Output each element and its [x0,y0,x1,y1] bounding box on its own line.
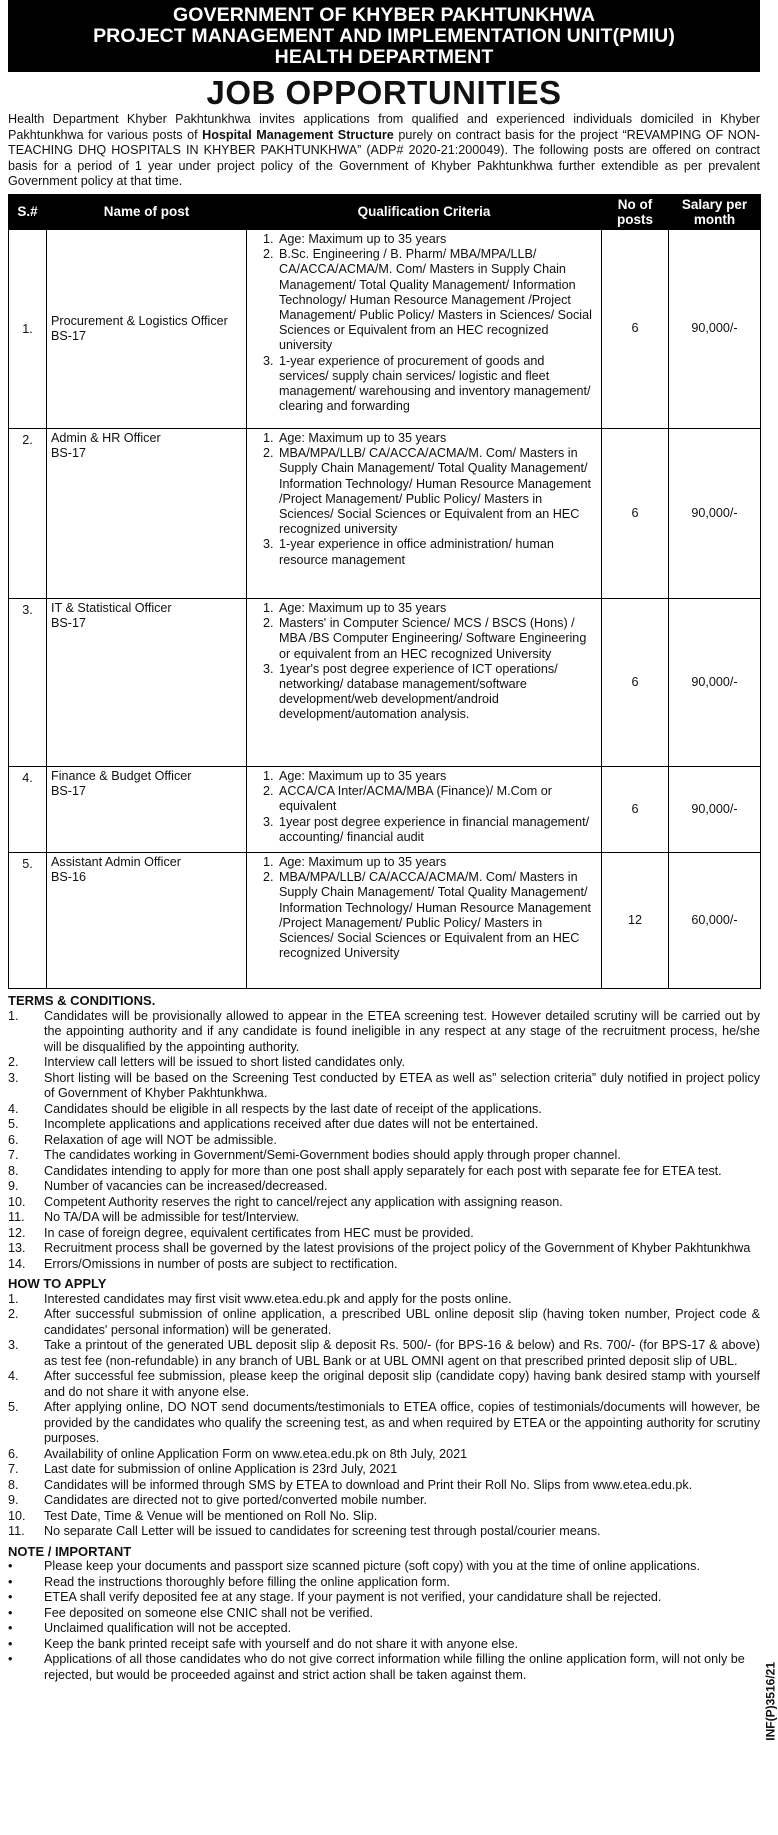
list-item: 11. No TA/DA will be admissible for test/Interview. [8,1210,300,1225]
reference-number: INF(P)3516/21 [764,1662,778,1741]
row-post-name [47,229,247,428]
row-post-name [47,766,247,852]
list-item: 1. Interested candidates may first visit www.etea.edu.pk and apply for the posts online. [8,1291,512,1306]
list-item: 4. After successful fee submission, please keep the original deposit slip (candidate copy) having bank desired stamp with yourself and do not share it with anyone else. [8,1369,760,1399]
list-item: 11. No separate Call Letter will be issued to candidates for screening test through postal/courier means. [8,1524,601,1539]
list-item: 3. Take a printout of the generated UBL deposit slip & deposit Rs. 500/- (for BPS-16 & below) and Rs. 700/- (for BPS-17 & above) as test fee (non-refundable) in any branch of UBL Bank or at UBL OMNI agent on that prescribed printed deposit slip of UBL. [8,1338,760,1368]
table-header-row [9,194,761,229]
list-item: 6. Relaxation of age will NOT be admissible. [8,1132,277,1147]
intro-bold: Hospital Management Structure [202,127,394,142]
row-qualification [247,428,602,598]
posts-table [8,194,761,989]
table-row [9,852,761,988]
row-post-name [47,852,247,988]
list-item: • Applications of all those candidates who do not give correct information while filling the online application form, will not only be rejected, but would be proceeded against and strict action shall be taken against them. [8,1652,745,1682]
row-posts: 6 [602,428,669,598]
header-line-department: HEALTH DEPARTMENT [274,46,494,68]
list-item: 3. Short listing will be based on the Screening Test conducted by ETEA as well as” selection criteria” duly notified in project policy of Government of Khyber Pakhtunkhwa. [8,1070,760,1101]
post-title: Finance & Budget Officer [51,768,192,783]
post-scale: BS-17 [51,328,87,343]
row-posts: 6 [602,229,669,428]
list-item: 10. Test Date, Time & Venue will be mentioned on Roll No. Slip. [8,1508,378,1523]
list-item: 4. Candidates should be eligible in all respects by the last date of receipt of the applications. [8,1101,542,1116]
table-row [9,428,761,598]
list-item: 1. Candidates will be provisionally allowed to appear in the ETEA screening test. However detailed scrutiny will be carried out by the appointing authority and if any candidate is found ineligible in any respect at any stage of the recruitment process, he/she will be disqualified by the appointing authority. [8,1008,760,1054]
row-sn: 2. [9,428,47,598]
qualification-item: 3. 1-year experience of procurement of goods and services/ supply chain services/ logistic and fleet management/ warehousing and inventory management/ clearing and forwarding [277,354,597,415]
col-header-salary: Salary per month [669,194,761,229]
qualification-item: 2. ACCA/CA Inter/ACMA/MBA (Finance)/ M.Com or equivalent [277,784,597,814]
qualification-item: 3. 1year post degree experience in financial management/ accounting/ financial audit [277,815,597,845]
list-item: • Keep the bank printed receipt safe with yourself and do not share it with anyone else. [8,1636,518,1651]
qualification-item: 2. B.Sc. Engineering / B. Pharm/ MBA/MPA/LLB/ CA/ACCA/ACMA/M. Com/ Masters in Supply Chain Management/ Total Quality Management/ Information Technology/ Human Resource Management /Project Management/ Public Policy/ Masters in Sciences/ Social Sciences or Equivalent from an HEC recognized university [277,247,597,353]
post-title: Assistant Admin Officer [51,854,181,869]
header-line-government: GOVERNMENT OF KHYBER PAKHTUNKHWA [172,4,596,26]
qualification-item: 3. 1-year experience in office administration/ human resource management [277,537,597,567]
row-posts: 6 [602,766,669,852]
col-header-name: Name of post [47,194,247,229]
list-item: 14. Errors/Omissions in number of posts are subject to rectification. [8,1256,398,1271]
header-banner [8,0,760,72]
row-sn: 4. [9,766,47,852]
list-item: 2. Interview call letters will be issued to short listed candidates only. [8,1055,405,1070]
page-title: JOB OPPORTUNITIES [206,74,562,111]
list-item: 7. Last date for submission of online Application is 23rd July, 2021 [8,1462,398,1477]
qualification-item: 3. 1year's post degree experience of ICT operations/ networking/ database management/software development/web development/android development/automation analysis. [277,662,597,723]
apply-list [8,1292,760,1540]
row-qualification [247,229,602,428]
list-item: 12. In case of foreign degree, equivalent certificates from HEC must be provided. [8,1225,474,1240]
list-item: • Please keep your documents and passport size scanned picture (soft copy) with you at the time of online applications. [8,1559,700,1574]
intro-paragraph [8,112,760,190]
qualification-item: 1. Age: Maximum up to 35 years [277,232,597,247]
notes-heading: NOTE / IMPORTANT [8,1543,132,1559]
list-item: • Unclaimed qualification will not be accepted. [8,1621,292,1636]
row-qualification [247,766,602,852]
post-scale: BS-17 [51,784,87,799]
qualification-item: 2. MBA/MPA/LLB/ CA/ACCA/ACMA/M. Com/ Masters in Supply Chain Management/ Total Quality Management/ Information Technology/ Human Resource Management /Project Management/ Public Policy/ Masters in Sciences/ Social Sciences or Equivalent from an HEC recognized university [277,446,597,537]
row-post-name [47,598,247,766]
qualification-item: 1. Age: Maximum up to 35 years [277,601,597,616]
list-item: 5. Incomplete applications and applications received after due dates will not be entertained. [8,1117,539,1132]
row-sn: 5. [9,852,47,988]
list-item: • ETEA shall verify deposited fee at any stage. If your payment is not verified, your candidature shall be rejected. [8,1590,662,1605]
list-item: 2. After successful submission of online application, a prescribed UBL online deposit slip (having token number, Project code & candidates' personal information) will be generated. [8,1307,760,1337]
table-row [9,598,761,766]
row-sn: 3. [9,598,47,766]
advertisement-page [8,0,778,1741]
list-item: 7. The candidates working in Government/Semi-Government bodies should apply through proper channel. [8,1148,621,1163]
list-item: 6. Availability of online Application Form on www.etea.edu.pk on 8th July, 2021 [8,1446,468,1461]
post-scale: BS-16 [51,870,87,885]
row-salary: 90,000/- [669,229,761,428]
terms-heading: TERMS & CONDITIONS. [8,992,156,1008]
table-row [9,766,761,852]
list-item: 8. Candidates intending to apply for more than one post shall apply separately for each post with separate fee for ETEA test. [8,1163,722,1178]
row-qualification [247,598,602,766]
post-scale: BS-17 [51,446,87,461]
list-item: 5. After applying online, DO NOT send documents/testimonials to ETEA office, copies of testimonials/documents will however, be provided by the candidates who qualify the screening test, as and when required by ETEA or the appointing authority for scrutiny purposes. [8,1400,760,1446]
list-item: • Read the instructions thoroughly before filling the online application form. [8,1574,451,1589]
post-title: Admin & HR Officer [51,430,161,445]
col-header-posts: No of posts [602,194,669,229]
list-item: 10. Competent Authority reserves the right to cancel/reject any application with assigning reason. [8,1194,563,1209]
intro-text-1: Health Department Khyber Pakhtunkhwa invites applications from qualified and experienced individuals domiciled in Khyber Pakhtunkhwa for various posts of [8,112,760,142]
list-item: • Fee deposited on someone else CNIC shall not be verified. [8,1605,374,1620]
row-salary: 90,000/- [669,428,761,598]
qualification-item: 1. Age: Maximum up to 35 years [277,855,597,870]
list-item: 9. Number of vacancies can be increased/decreased. [8,1179,328,1194]
post-title: IT & Statistical Officer [51,600,172,615]
post-title: Procurement & Logistics Officer [51,313,228,328]
qualification-item: 2. MBA/MPA/LLB/ CA/ACCA/ACMA/M. Com/ Masters in Supply Chain Management/ Total Quality Management/ Information Technology/ Human Resource Management /Project Management/ Public Policy/ Masters in Sciences/ Social Sciences or Equivalent from an HEC recognized University [277,870,597,961]
row-salary: 90,000/- [669,598,761,766]
row-posts: 6 [602,598,669,766]
terms-list [8,1009,760,1273]
row-salary: 60,000/- [669,852,761,988]
row-post-name [47,428,247,598]
list-item: 8. Candidates will be informed through SMS by ETEA to download and Print their Roll No. Slips from www.etea.edu.pk. [8,1477,693,1492]
row-sn: 1. [9,229,47,428]
list-item: 9. Candidates are directed not to give ported/converted mobile number. [8,1493,427,1508]
intro-text-2: purely on contract basis for the project “REVAMPING OF NON-TEACHING DHQ HOSPITALS IN KHYBER PAKHTUNKHWA” (ADP# 2020-21:200049). The following posts are offered on contract basis for a period of 1 year under project policy of the Government of Khyber Pakhtunkhwa further extendible as per prevalent Government policy at that time. [8,127,760,189]
qualification-item: 1. Age: Maximum up to 35 years [277,431,597,446]
row-posts: 12 [602,852,669,988]
row-qualification [247,852,602,988]
table-row [9,229,761,428]
qualification-item: 2. Masters' in Computer Science/ MCS / BSCS (Hons) / MBA /BS Computer Engineering/ Software Engineering or equivalent from an HEC recognized University [277,616,597,662]
col-header-qualification: Qualification Criteria [247,194,602,229]
header-line-pmiu: PROJECT MANAGEMENT AND IMPLEMENTATION UNIT(PMIU) [93,25,675,47]
col-header-sn: S.# [9,194,47,229]
notes-list [8,1559,760,1683]
row-salary: 90,000/- [669,766,761,852]
qualification-item: 1. Age: Maximum up to 35 years [277,769,597,784]
post-scale: BS-17 [51,616,87,631]
list-item: 13. Recruitment process shall be governed by the latest provisions of the project policy of the Government of Khyber Pakhtunkhwa [8,1241,751,1256]
apply-heading: HOW TO APPLY [8,1276,107,1292]
